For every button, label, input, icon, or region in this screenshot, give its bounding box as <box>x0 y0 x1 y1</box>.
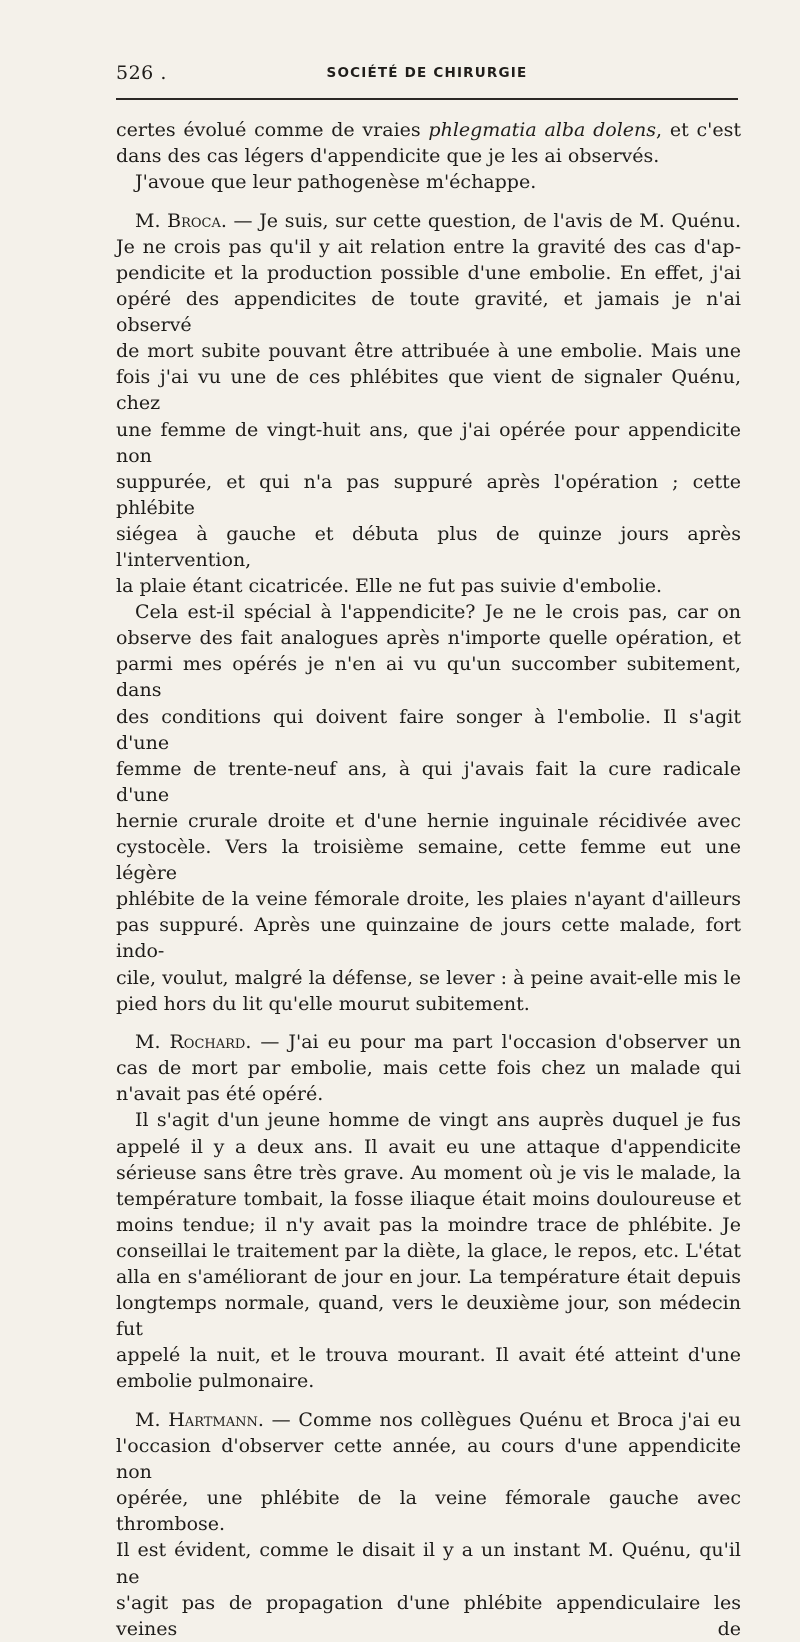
text-line: de mort subite pouvant être attribuée à une embolie. Mais une <box>116 340 741 363</box>
text-line: pendicite et la production possible d'une embolie. En effet, j'ai <box>116 261 741 284</box>
text-line: dans des cas légers d'appendicite que je les ai observés. <box>116 145 660 168</box>
text-line: cas de mort par embolie, mais cette fois chez un malade qui <box>116 1057 741 1080</box>
page-number: 526 . <box>116 62 167 84</box>
text-line: M. Broca. — Je suis, sur cette question, de l'avis de M. Quénu. <box>135 209 741 232</box>
text-line: observe des fait analogues après n'importe quelle opération, et <box>116 627 741 650</box>
speaker-hartmann: M. Hartmann. <box>135 1409 264 1431</box>
text-line: Il est évident, comme le disait il y a un instant M. Quénu, qu'il ne <box>116 1539 741 1588</box>
text-line: n'avait pas été opéré. <box>116 1083 324 1106</box>
text-line: Je ne crois pas qu'il y ait relation entre la gravité des cas d'ap- <box>116 235 741 258</box>
text-line: conseillai le traitement par la diète, la glace, le repos, etc. L'état <box>116 1239 741 1262</box>
page-number-mark: . <box>160 62 167 84</box>
text-line: M. Hartmann. — Comme nos collègues Quénu et Broca j'ai eu <box>135 1409 741 1431</box>
text-line: phlébite de la veine fémorale droite, les plaies n'ayant d'ailleurs <box>116 888 741 911</box>
italic-term: phlegmatia alba dolens <box>428 119 657 141</box>
text-line: alla en s'améliorant de jour en jour. La température était depuis <box>116 1266 741 1289</box>
text-line: longtemps normale, quand, vers le deuxième jour, son médecin fut <box>116 1292 741 1341</box>
text-line: sérieuse sans être très grave. Au moment où je vis le malade, la <box>116 1161 741 1184</box>
running-head: SOCIÉTÉ DE CHIRURGIE <box>326 65 528 81</box>
text-line: siégea à gauche et débuta plus de quinze jours après l'intervention, <box>116 522 741 571</box>
text-line: appelé il y a deux ans. Il avait eu une attaque d'appendicite <box>116 1135 741 1158</box>
text-line: pied hors du lit qu'elle mourut subitement. <box>116 992 530 1015</box>
header-rule <box>116 98 738 100</box>
speaker-rochard: M. Rochard. <box>135 1031 252 1054</box>
text-line: parmi mes opérés je n'en ai vu qu'un succomber subitement, dans <box>116 653 741 702</box>
text-line: s'agit pas de propagation d'une phlébite appendiculaire les veines de <box>116 1591 741 1640</box>
text-line: pas suppuré. Après une quinzaine de jours cette malade, fort indo- <box>116 914 741 963</box>
text-line: des conditions qui doivent faire songer à l'embolie. Il s'agit d'une <box>116 705 741 754</box>
text-line: température tombait, la fosse iliaque était moins douloureuse et <box>116 1187 741 1210</box>
text-line: embolie pulmonaire. <box>116 1370 315 1393</box>
text-line: hernie crurale droite et d'une hernie inguinale récidivée avec <box>116 809 741 832</box>
page-header <box>116 62 738 88</box>
text-line: Il s'agit d'un jeune homme de vingt ans auprès duquel je fus <box>135 1109 741 1132</box>
text-line: M. Rochard. — J'ai eu pour ma part l'occasion d'observer un <box>135 1031 742 1054</box>
text-line: appelé la nuit, et le trouva mourant. Il avait été atteint d'une <box>116 1344 741 1367</box>
text-line: suppurée, et qui n'a pas suppuré après l'opération ; cette phlébite <box>116 470 741 519</box>
text-line: l'occasion d'observer cette année, au cours d'une appendicite non <box>116 1435 741 1484</box>
text-line: opérée, une phlébite de la veine fémorale gauche avec thrombose. <box>116 1487 741 1536</box>
text-line: certes évolué comme de vraies phlegmatia alba dolens, et c'est <box>116 119 742 141</box>
speaker-broca: M. Broca. <box>135 209 227 232</box>
text-line: fois j'ai vu une de ces phlébites que vient de signaler Quénu, chez <box>116 366 741 415</box>
text-line: la plaie étant cicatricée. Elle ne fut pas suivie d'embolie. <box>116 575 663 598</box>
text-line: une femme de vingt-huit ans, que j'ai opérée pour appendicite non <box>116 418 741 467</box>
text-line: Cela est-il spécial à l'appendicite? Je ne le crois pas, car on <box>135 601 741 624</box>
text-line: cile, voulut, malgré la défense, se lever : à peine avait-elle mis le <box>116 966 741 989</box>
text-line: moins tendue; il n'y avait pas la moindre trace de phlébite. Je <box>116 1213 741 1236</box>
text-line: femme de trente-neuf ans, à qui j'avais fait la cure radicale d'une <box>116 757 741 806</box>
text-line: cystocèle. Vers la troisième semaine, cette femme eut une légère <box>116 836 741 885</box>
body-text <box>116 117 741 1642</box>
text-line: J'avoue que leur pathogenèse m'échappe. <box>135 171 537 194</box>
text-line: opéré des appendicites de toute gravité, et jamais je n'ai observé <box>116 288 741 337</box>
